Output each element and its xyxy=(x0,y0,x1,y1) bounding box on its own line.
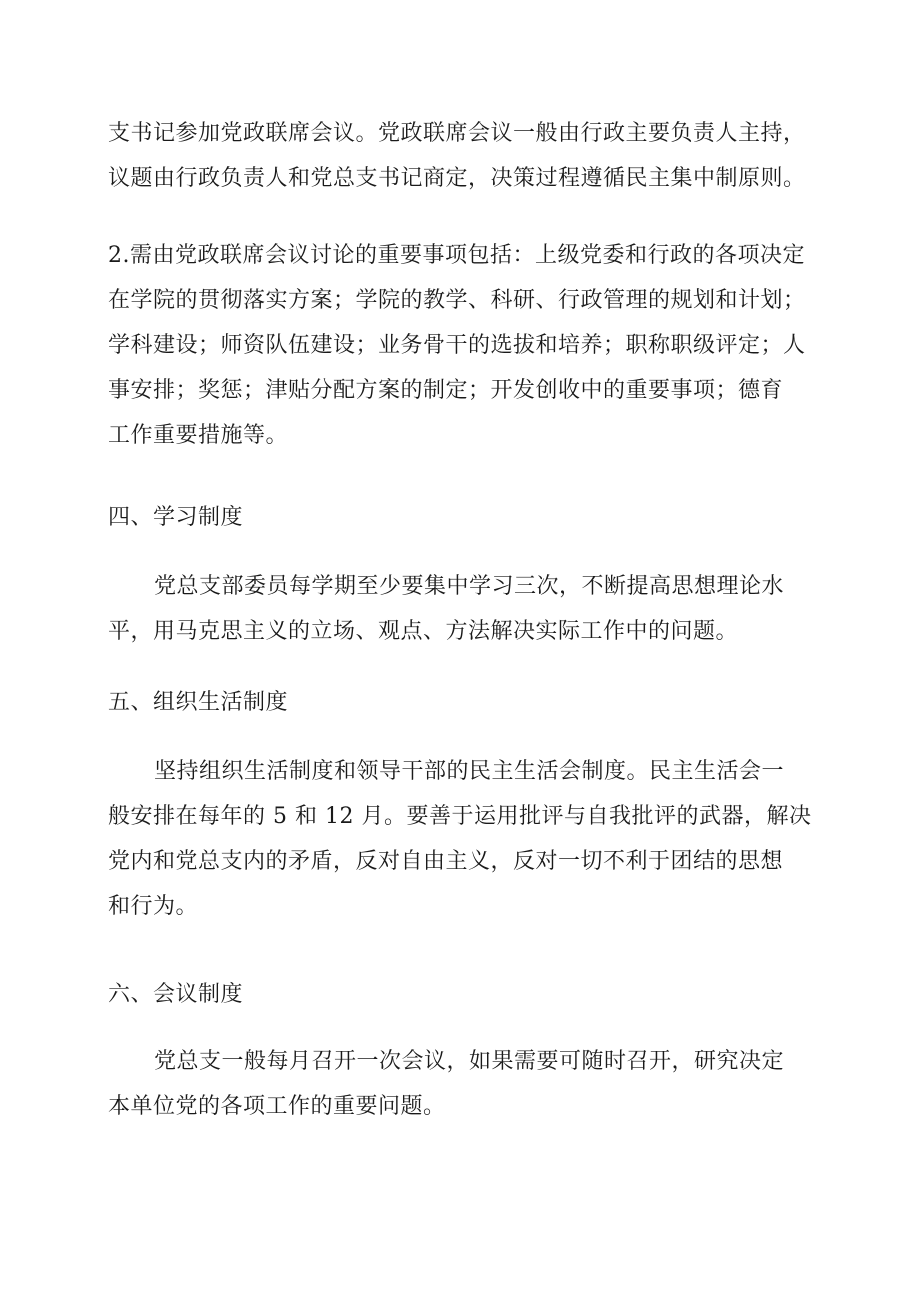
section-heading-meeting-system xyxy=(108,972,243,1017)
section-heading-study-system xyxy=(108,495,243,540)
text-line: 支书记参加党政联席会议。党政联席会议一般由行政主要负责人主持， xyxy=(108,121,806,146)
text-line: 党总支一般每月召开一次会议，如果需要可随时召开，研究决定 xyxy=(154,1049,785,1074)
text-line: 工作重要措施等。 xyxy=(108,423,289,448)
heading-text: 六、会议制度 xyxy=(108,982,244,1007)
text-line: 坚持组织生活制度和领导干部的民主生活会制度。民主生活会一 xyxy=(154,759,785,784)
text-line: 和行为。 xyxy=(108,894,199,919)
text-line: 党总支部委员每学期至少要集中学习三次，不断提高思想理论水 xyxy=(154,574,785,599)
text-line: 学科建设；师资队伍建设；业务骨干的选拔和培养；职称职级评定；人 xyxy=(108,333,806,358)
text-line: 般安排在每年的 5 和 12 月。要善于运用批评与自我批评的武器，解决 xyxy=(108,804,812,829)
text-line: 2.需由党政联席会议讨论的重要事项包括：上级党委和行政的各项决定 xyxy=(108,243,805,268)
text-line: 平，用马克思主义的立场、观点、方法解决实际工作中的问题。 xyxy=(108,619,739,644)
text-line: 事安排；奖惩；津贴分配方案的制定；开发创收中的重要事项；德育 xyxy=(108,378,784,403)
text-line: 本单位党的各项工作的重要问题。 xyxy=(108,1094,446,1119)
heading-text: 五、组织生活制度 xyxy=(108,690,289,715)
paragraph-item-2-important-matters xyxy=(108,233,806,458)
text-line: 议题由行政负责人和党总支书记商定，决策过程遵循民主集中制原则。 xyxy=(108,166,806,191)
paragraph-joint-meeting-continued xyxy=(108,111,806,201)
paragraph-study-system xyxy=(108,564,784,654)
heading-text: 四、学习制度 xyxy=(108,505,244,530)
paragraph-meeting-system xyxy=(108,1039,784,1129)
text-line: 党内和党总支内的矛盾，反对自由主义，反对一切不利于团结的思想 xyxy=(108,849,784,874)
section-heading-organizational-life xyxy=(108,680,288,725)
paragraph-organizational-life xyxy=(108,749,811,929)
text-line: 在学院的贯彻落实方案；学院的教学、科研、行政管理的规划和计划； xyxy=(108,288,806,313)
